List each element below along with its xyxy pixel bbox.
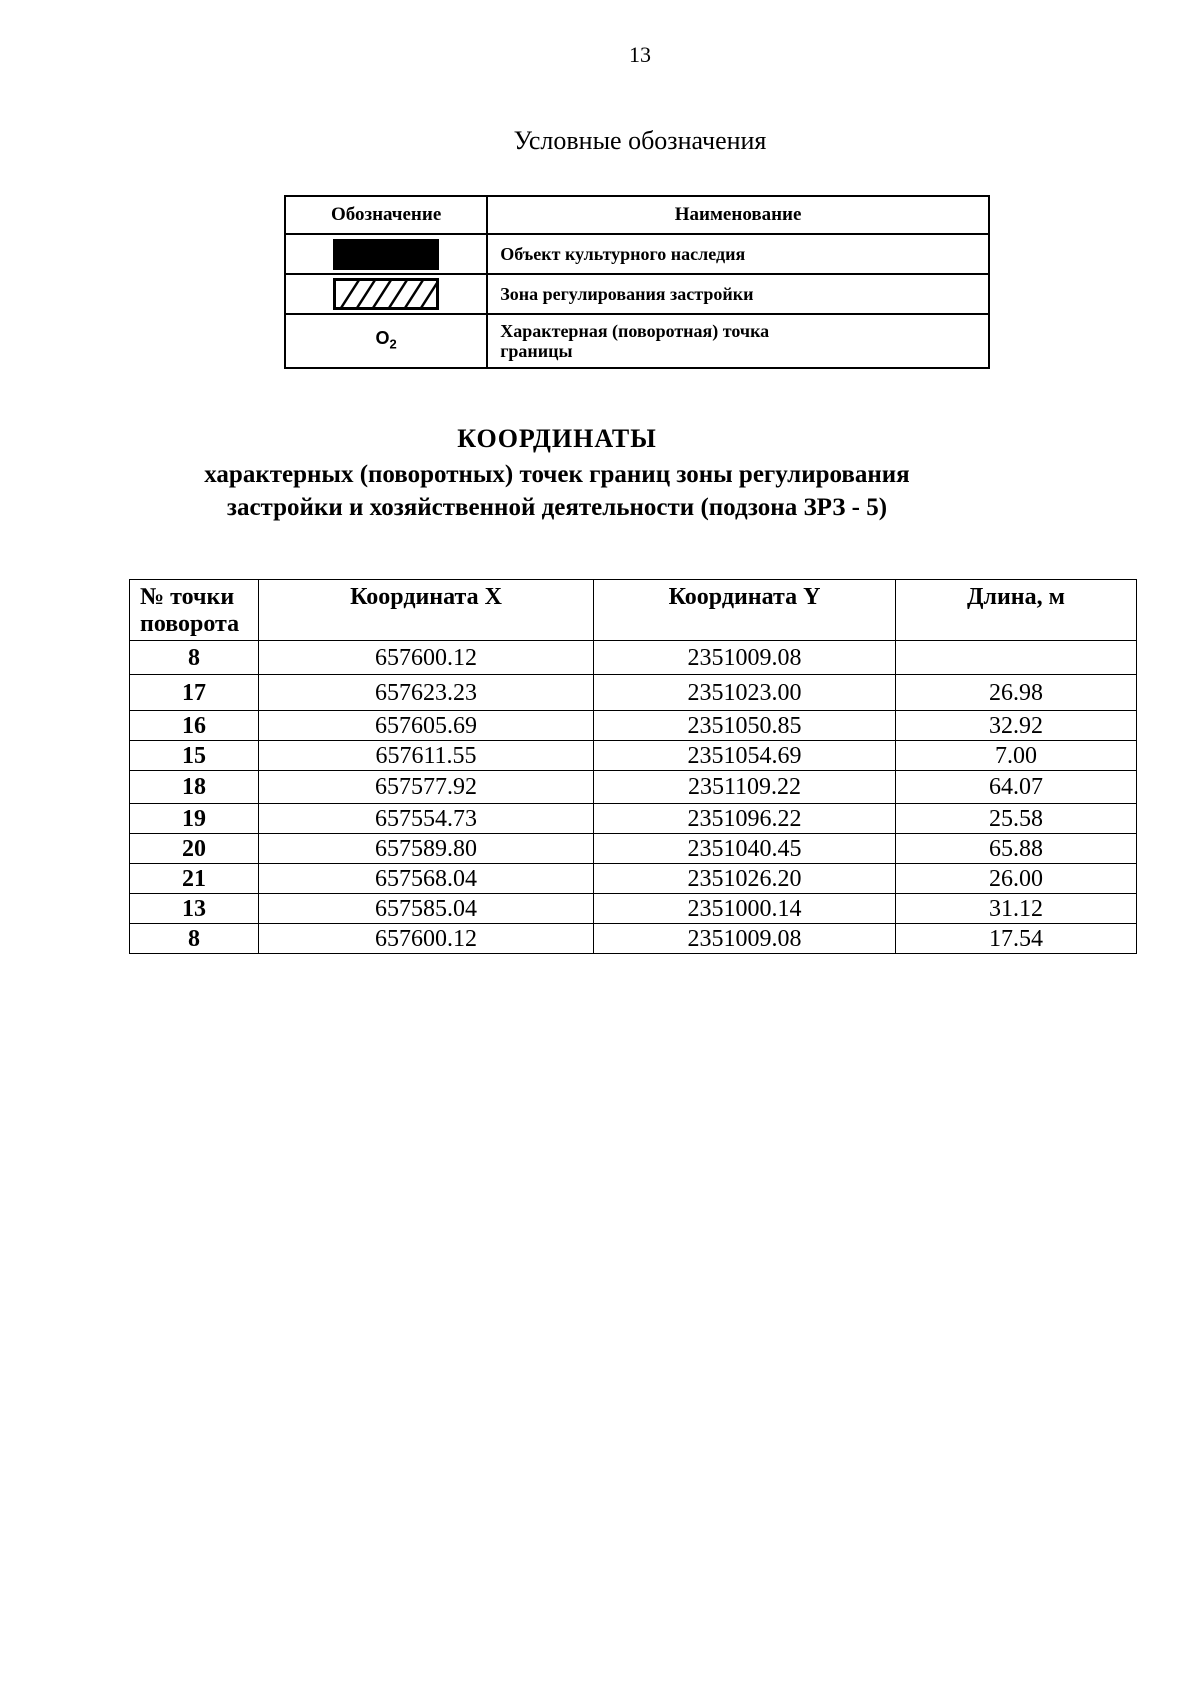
coordinate-x-cell: 657623.23 — [259, 675, 594, 711]
coordinate-y-cell: 2351009.08 — [594, 641, 896, 675]
coordinates-header-row — [130, 580, 1137, 641]
length-cell — [896, 641, 1137, 675]
length-cell: 32.92 — [896, 711, 1137, 741]
length-cell: 64.07 — [896, 771, 1137, 804]
point-number-cell: 16 — [130, 711, 259, 741]
hatched-zone-symbol-icon — [333, 278, 439, 310]
coordinates-table-body — [130, 641, 1137, 954]
legend-name-line: Характерная (поворотная) точка — [500, 321, 770, 341]
coordinate-x-cell: 657577.92 — [259, 771, 594, 804]
table-row — [130, 834, 1137, 864]
point-number-cell: 18 — [130, 771, 259, 804]
coordinate-x-cell: 657585.04 — [259, 894, 594, 924]
point-number-cell: 20 — [130, 834, 259, 864]
table-row — [130, 675, 1137, 711]
turning-point-symbol: $O_2$ — [375, 327, 397, 352]
point-number-cell: 15 — [130, 741, 259, 771]
coordinate-x-cell: 657554.73 — [259, 804, 594, 834]
legend-header-name: Наименование — [487, 196, 989, 234]
coordinate-x-cell: 657589.80 — [259, 834, 594, 864]
legend-row — [285, 274, 989, 314]
coordinate-x-cell: 657568.04 — [259, 864, 594, 894]
point-number-cell: 19 — [130, 804, 259, 834]
point-number-cell: 8 — [130, 641, 259, 675]
legend-name: Объект культурного наследия — [487, 234, 989, 274]
length-cell: 65.88 — [896, 834, 1137, 864]
coordinate-y-cell: 2351026.20 — [594, 864, 896, 894]
legend-name-line: границы — [500, 341, 573, 361]
legend-symbol-cell — [285, 314, 487, 368]
length-cell: 7.00 — [896, 741, 1137, 771]
legend-name — [487, 314, 989, 368]
header-coordinate-y: Координата Y — [594, 580, 896, 641]
coordinates-subheading-line2: застройки и хозяйственной деятельности (подзона ЗРЗ - 5) — [226, 494, 888, 521]
legend-table — [284, 195, 990, 369]
table-row — [130, 804, 1137, 834]
coordinate-y-cell: 2351054.69 — [594, 741, 896, 771]
table-row — [130, 771, 1137, 804]
legend-symbol-cell — [285, 274, 487, 314]
coordinate-y-cell: 2351096.22 — [594, 804, 896, 834]
coordinate-y-cell: 2351109.22 — [594, 771, 896, 804]
legend-header-row — [285, 196, 989, 234]
coordinate-x-cell: 657600.12 — [259, 641, 594, 675]
length-cell: 31.12 — [896, 894, 1137, 924]
coordinates-table — [129, 579, 1137, 954]
table-row — [130, 924, 1137, 954]
coordinate-x-cell: 657605.69 — [259, 711, 594, 741]
coordinate-y-cell: 2351040.45 — [594, 834, 896, 864]
coordinates-heading: КООРДИНАТЫ — [457, 424, 657, 453]
header-coordinate-x: Координата X — [259, 580, 594, 641]
header-point-number: № точки поворота — [130, 580, 259, 641]
table-row — [130, 894, 1137, 924]
table-row — [130, 741, 1137, 771]
coordinate-y-cell: 2351009.08 — [594, 924, 896, 954]
coordinate-x-cell: 657611.55 — [259, 741, 594, 771]
point-number-cell: 21 — [130, 864, 259, 894]
table-row — [130, 641, 1137, 675]
point-number-cell: 13 — [130, 894, 259, 924]
length-cell: 26.98 — [896, 675, 1137, 711]
legend-row — [285, 314, 989, 368]
legend-header-symbol: Обозначение — [285, 196, 487, 234]
length-cell: 26.00 — [896, 864, 1137, 894]
length-cell: 17.54 — [896, 924, 1137, 954]
coordinates-subheading-line1: характерных (поворотных) точек границ зоны регулирования — [204, 461, 910, 488]
page-number: 13 — [629, 42, 651, 67]
legend-row — [285, 234, 989, 274]
legend-title: Условные обозначения — [513, 126, 767, 155]
legend-symbol-cell — [285, 234, 487, 274]
coordinate-y-cell: 2351050.85 — [594, 711, 896, 741]
table-row — [130, 711, 1137, 741]
cultural-heritage-symbol-icon — [333, 239, 439, 270]
coordinate-x-cell: 657600.12 — [259, 924, 594, 954]
point-number-cell: 17 — [130, 675, 259, 711]
table-row — [130, 864, 1137, 894]
length-cell: 25.58 — [896, 804, 1137, 834]
header-length: Длина, м — [896, 580, 1137, 641]
point-number-cell: 8 — [130, 924, 259, 954]
coordinate-y-cell: 2351000.14 — [594, 894, 896, 924]
legend-name: Зона регулирования застройки — [487, 274, 989, 314]
coordinate-y-cell: 2351023.00 — [594, 675, 896, 711]
